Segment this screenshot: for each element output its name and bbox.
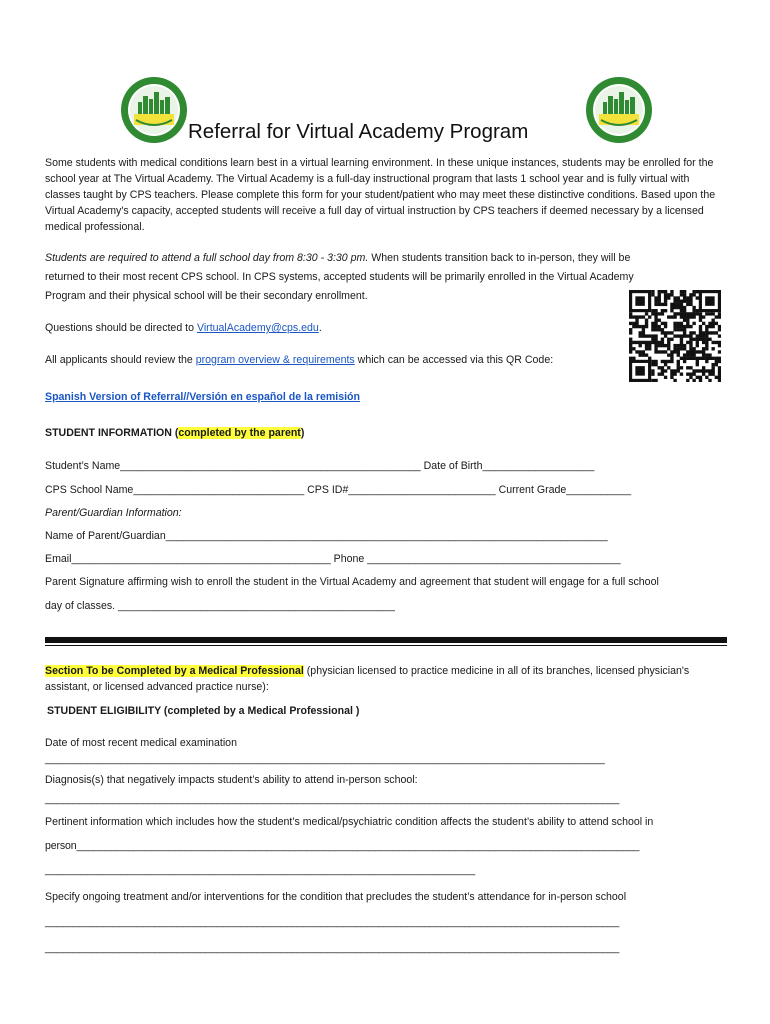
email-phone-field[interactable]: Email____________________________________________ Phone ___________________________________________ [45, 553, 621, 565]
program-overview-link[interactable]: program overview & requirements [195, 354, 355, 366]
requirement-line3: Program and their physical school will be their secondary enrollment. [45, 290, 368, 302]
spanish-version-line [45, 389, 725, 405]
questions-line [45, 320, 725, 336]
questions-suffix: . [318, 322, 322, 334]
medical-heading-line [45, 663, 725, 679]
virtual-academy-logo-left [120, 76, 188, 144]
student-info-highlight: completed by the parent [178, 427, 301, 439]
student-info-label: STUDENT INFORMATION ( [45, 427, 179, 439]
diagnosis-label: Diagnosis(s) that negatively impacts student’s ability to attend in-person school: [45, 774, 418, 786]
school-id-grade-field[interactable]: CPS School Name_____________________________ CPS ID#_________________________ Current Grade___________ [45, 484, 632, 496]
signature-field[interactable]: day of classes. _______________________________________________ [45, 600, 395, 612]
review-prefix: All applicants should review the [45, 354, 196, 366]
treatment-field-1[interactable]: ____________________________________________________________________________________________________ [45, 916, 620, 928]
review-line [45, 352, 725, 368]
email-link[interactable]: VirtualAcademy@cps.edu [196, 322, 319, 334]
treatment-field-2[interactable]: ____________________________________________________________________________________________________ [45, 942, 620, 954]
signature-line1: Parent Signature affirming wish to enroll the student in the Virtual Academy and agreement that student will engage for a full school [45, 576, 659, 588]
guardian-name-field[interactable]: Name of Parent/Guardian___________________________________________________________________________ [45, 530, 608, 542]
pertinent-field-2[interactable]: _________________________________________________________________________ [45, 864, 476, 876]
qr-code[interactable] [629, 290, 721, 382]
medical-heading-line2: assistant, or licensed advanced practice nurse): [45, 681, 269, 693]
virtual-academy-logo-right [585, 76, 653, 144]
questions-prefix: Questions should be directed to [45, 322, 197, 334]
requirement-line2: returned to their most recent CPS school. In CPS systems, accepted students will be primarily enrolled in the Virtual Academy [45, 271, 634, 283]
pertinent-field[interactable]: person__________________________________________________________________________________________________ [45, 840, 640, 852]
diagnosis-field[interactable]: ____________________________________________________________________________________________________ [45, 793, 620, 805]
exam-field[interactable]: _______________________________________________________________________________________________ [45, 753, 605, 765]
page-title: Referral for Virtual Academy Program [188, 120, 529, 143]
student-name-field[interactable]: Student’s Name___________________________________________________ Date of Birth___________________ [45, 460, 595, 472]
exam-label: Date of most recent medical examination [45, 737, 237, 749]
section-divider [45, 637, 727, 643]
requirement-paragraph [45, 249, 725, 306]
requirement-italic: Students are required to attend a full school day from 8:30 - 3:30 pm. [45, 252, 369, 264]
guardian-heading: Parent/Guardian Information: [45, 507, 182, 519]
intro-paragraph: Some students with medical conditions learn best in a virtual learning environment. In these unique instances, students may be enrolled for the school year at The Virtual Academy. The Virtual Academy is a full-day instructional program that lasts 1 school year and is fully virtual with classes taught by CPS teachers. Please complete this form for your student/patient who may meet these distinctive conditions. Based upon the Virtual Academy's capacity, accepted students will receive a full day of virtual instruction by CPS teachers if deemed necessary by a licensed medical professional. [45, 157, 716, 233]
student-info-heading [45, 425, 725, 441]
section-divider-thin [45, 645, 727, 646]
treatment-label: Specify ongoing treatment and/or interventions for the condition that precludes the student’s attendance for in-person school [45, 891, 627, 903]
eligibility-heading: STUDENT ELIGIBILITY (completed by a Medical Professional ) [47, 705, 360, 717]
requirement-rest: When students transition back to in-person, they will be [368, 252, 631, 264]
medical-heading-rest: (physician licensed to practice medicine in all of its branches, licensed physician's [303, 665, 690, 677]
pertinent-label: Pertinent information which includes how the student’s medical/psychiatric condition affects the student’s ability to attend school in [45, 816, 654, 828]
student-info-close: ) [300, 427, 305, 439]
medical-heading: Section To be Completed by a Medical Professional [45, 665, 304, 677]
spanish-version-link[interactable]: Spanish Version of Referral//Versión en español de la remisión [45, 391, 360, 403]
review-suffix: which can be accessed via this QR Code: [354, 354, 554, 366]
